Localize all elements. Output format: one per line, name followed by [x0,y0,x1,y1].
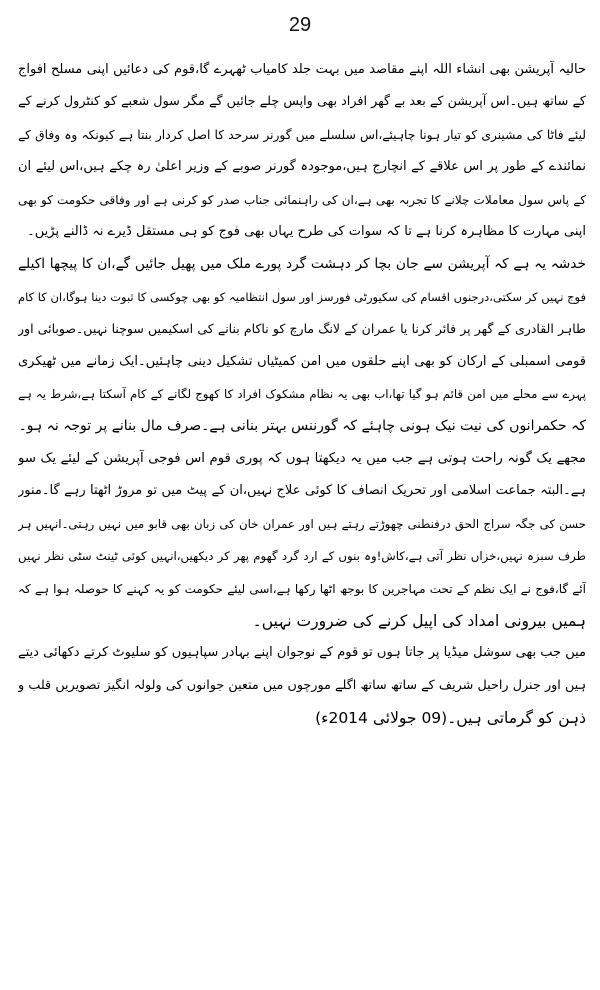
text-line: نمائندے کے طور پر اس علاقے کے انچارج ہیں،موجودہ گورنر صوبے کے وزیر اعلیٰ رہ چکے ہیں،اس لیئے ان [18,159,586,175]
text-line: مجھے یک گونہ راحت ہوتی ہے جب میں یہ دیکھتا ہوں کہ پوری قوم اس فوجی آپریشن کے لیئے یک سو [18,450,586,466]
text-line: ذہن کو گرماتی ہیں۔(09 جولائی 2014ء) [315,709,586,728]
paragraph-1 [18,54,586,248]
text-line: میں جب بھی سوشل میڈیا پر جاتا ہوں تو قوم کے نوجوان اپنے بہادر سپاہیوں کو سلیوٹ کرتے دکھائی دیتے [18,645,586,661]
paragraph-2 [18,248,586,442]
paragraph-3 [18,443,586,637]
page-number: 29 [288,14,312,36]
text-line: خدشہ یہ ہے کہ آپریشن سے جان بچا کر دہشت گرد پورے ملک میں پھیل جائیں گے،ان کا پیچھا اکیلے [18,256,586,273]
text-line: کہ حکمرانوں کی نیت نیک ہونی چاہئے کہ گورننس بہتر بنانی ہے۔صرف مال بنانے پر توجہ نہ ہو۔ [18,418,586,435]
text-line: لیئے فاٹا کی مشینری کو تیار ہونا چاہیئے،اس سلسلے میں گورنر سرحد کا اصل کردار بنتا ہے کیونکہ وہ وفاق کے [18,127,586,142]
text-line: کے پاس سول معاملات چلانے کا تجربہ بھی ہے،ان کی راہنمائی جناب صدر کو کرنی ہے اور وفاقی حکومت کو بھی [18,192,586,207]
text-line: کے ساتھ ہیں۔اس آپریشن کے بعد بے گھر افراد بھی واپس چلے جائیں گے مگر سول شعبے کو کنٹرول کرنے کے [18,94,586,110]
text-line: اپنی مہارت کا مظاہرہ کرنا ہے تا کہ سوات کی طرح یہاں بھی فوج کو ہی مستقل ڈیرے نہ ڈالنے پڑیں۔ [27,224,586,240]
text-line: حالیہ آپریشن بھی انشاء اللہ اپنے مقاصد میں بہت جلد کامیاب ٹھہرے گا،قوم کی دعائیں اپنی مسلح افواج [18,62,586,77]
text-line: طاہر القادری کے گھر پر فائر کرنا یا عمران کے لانگ مارچ کو ناکام بنانے کی اسکیمیں سوچنا نہیں۔صوبائی اور [18,321,586,337]
text-line: قومی اسمبلی کے ارکان کو بھی اپنے حلقوں میں امن کمیٹیاں تشکیل دینی چاہئیں۔ایک زمانے میں ٹھیکری [18,353,586,369]
paragraph-4 [18,637,586,734]
text-line: حسن کی جگہ سراج الحق درفنطنی چھوڑتے رہتے ہیں اور عمران خان کی زبان بھی قابو میں نہیں رہتی۔انہیں ہر [18,516,586,531]
text-line: ہیں اور جنرل راحیل شریف کے ساتھ ساتھ اگلے مورچوں میں متعین جوانوں کی ولولہ انگیز تصویریں قلب و [18,677,586,693]
text-line: ہمیں بیرونی امداد کی اپیل کرنے کی ضرورت نہیں۔ [252,611,586,630]
text-line: ہے۔البتہ جماعت اسلامی اور تحریک انصاف کا کوئی علاج نہیں،ان کے پیٹ میں تو مروڑ اٹھتا رہے گا۔منور [18,483,586,499]
text-line: پہرے سے محلے میں امن قائم ہو گیا تھا،اب بھی یہ نظام مشکوک افراد کا کھوج لگانے کے کام آسکتا ہے،شرط یہ ہے [18,387,586,402]
text-line: آئے گا،فوج نے ایک نظم کے تحت مہاجرین کا بوجھ اٹھا رکھا ہے،اسی لیئے حکومت کو یہ کہنے کا حوصلہ ہوا ہے کہ [18,581,586,596]
article-body [18,54,586,735]
text-line: فوج نہیں کر سکتی،درجنوں اقسام کی سکیورٹی فورسز اور سول انتظامیہ کو بھی چوکسی کا ثبوت دینا ہوگا،ان کا کام [18,289,586,304]
text-line: طرف سبزہ نہیں،خزاں نظر آتی ہے،کاش!وہ بنوں کے ارد گرد گھوم پھر کر دیکھیں،انہیں کوئی ٹینٹ سٹی نظر نہیں [18,549,586,564]
